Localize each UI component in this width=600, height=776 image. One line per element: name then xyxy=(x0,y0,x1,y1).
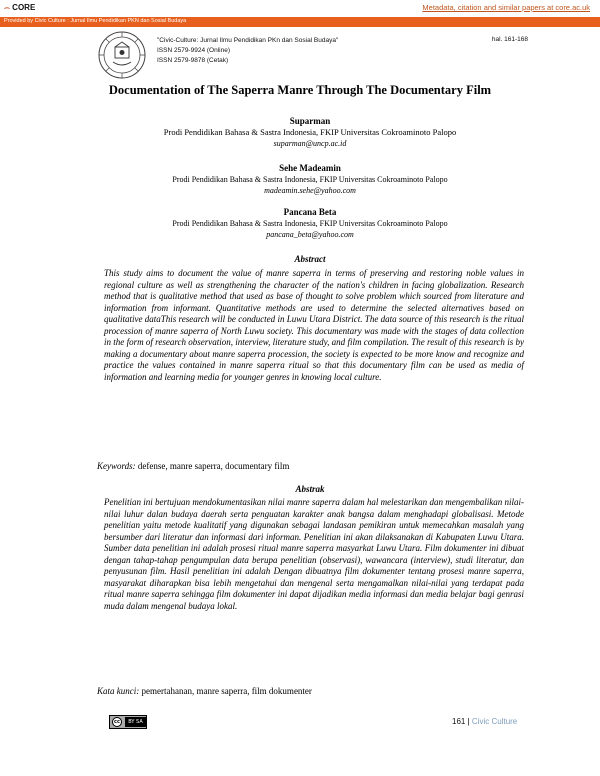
page-footer xyxy=(452,717,517,726)
core-banner xyxy=(0,0,600,17)
abstrak-text: Penelitian ini bertujuan mendokumentasikan nilai manre saperra dalam hal melestarikan dan mengembalikan nilai-nilai luhur dalan budaya daerah serta penguatan karakter anak bangsa dalam menghadapi globalisasi. Metode penelitian yaitu metode kualitatif yang digunakan sebagai landasan pemikiran untuk memecahkan masalah yang bersumber dari literatur dan informasi dari informan. Penelitian ini akan dilaksanakan di Kabupaten Luwu Utara. Sumber data penelitian ini adalah prosesi ritual manre saperra masyarkat Luwu Utara. Film dokumenter ini dibuat dengan tahap-tahap pengumpulan data berupa penelitian (observasi), wawancara (interview), studi literatur, dan penyusunan film. Hasil penelitian ini adalah Dengan dibuatnya film dokumenter tentang prosesi manre saperra, masyarakat diharapkan bisa lebih mengetahui dan mengenal serta mengamalkan nilai-nilai yang terdapat pada ritual manre saperra sehingga film dokumenter ini dapat dijadikan media informasi dan media belajar bagi genrasi muda dalam mengenal budaya lokal. xyxy=(104,497,524,611)
journal-header xyxy=(157,36,338,66)
issn-online: ISSN 2579-9924 (Online) xyxy=(157,47,230,54)
author-name: Pancana Beta xyxy=(283,207,337,217)
author-name: Suparman xyxy=(289,116,331,126)
abstract-heading: Abstract xyxy=(294,254,326,264)
core-logo-text: CORE xyxy=(12,3,36,12)
cc-icon: cc xyxy=(112,717,122,727)
core-metadata-link[interactable]: Metadata, citation and similar papers at core.ac.uk xyxy=(422,3,590,12)
author-affiliation: Prodi Pendidikan Bahasa & Sastra Indonesia, FKIP Universitas Cokroaminoto Palopo xyxy=(172,175,448,184)
author-email[interactable]: pancana_beta@yahoo.com xyxy=(266,230,354,239)
author-block-3 xyxy=(0,207,600,240)
cc-license-badge[interactable] xyxy=(109,715,147,729)
footer-separator: | xyxy=(467,717,470,726)
author-block-2 xyxy=(0,163,600,196)
footer-journal-name: Civic Culture xyxy=(471,717,518,726)
author-affiliation: Prodi Pendidikan Bahasa & Sastra Indonesia, FKIP Universitas Cokroaminoto Palopo xyxy=(163,127,457,137)
abstract-text: This study aims to document the value of manre saperra in terms of preserving and restoring noble values in regional culture as well as strengthening the character of the nation's children in facing globalization. Research method that is qualitative method that used as base of thought to solve problem which sourced from literature and information from informant. Quantitative methods are used to determine the selected alternatives based on qualitative dataThis research will be conducted in Luwu Utara District. The data source of this research is the ritual procession of manre saperra of North Luwu society. This documentary was made with the stages of data collection in the form of research observation, interview, literature study, and film compilation. The result of this research is by making a documentary about manre saperra procession, the society is expected to be more know and recognize and practice the values contained in manre saperra ritual so that this documentary film can be used as media of information and learning media for younger genres in knowing local culture. xyxy=(104,268,524,382)
issn-print: ISSN 2579-9878 (Cetak) xyxy=(157,57,229,64)
kata-kunci-text: pemertahanan, manre saperra, film dokumenter xyxy=(141,686,312,696)
page-number: 161 xyxy=(452,717,466,726)
author-email[interactable]: madeamin.sehe@yahoo.com xyxy=(264,186,356,195)
author-name: Sehe Madeamin xyxy=(279,163,341,173)
keywords-label: Keywords: xyxy=(97,461,136,471)
journal-name: "Civic-Culture: Jurnal Ilmu Pendidikan PKn dan Sosial Budaya" xyxy=(157,37,339,44)
kata-kunci xyxy=(97,686,312,696)
author-block-1 xyxy=(0,116,600,149)
provided-by-text[interactable]: Provided by Civic Culture : Jurnal Ilmu Pendidikan PKN dan Sosial Budaya xyxy=(4,18,187,24)
author-email[interactable]: suparman@uncp.ac.id xyxy=(273,139,347,148)
university-seal-icon xyxy=(97,30,147,80)
keywords-text: defense, manre saperra, documentary film xyxy=(137,461,290,471)
author-affiliation: Prodi Pendidikan Bahasa & Sastra Indonesia, FKIP Universitas Cokroaminoto Palopo xyxy=(172,219,448,228)
kata-kunci-label: Kata kunci: xyxy=(97,686,140,696)
keywords xyxy=(97,461,289,471)
paper-title: Documentation of The Saperra Manre Through The Documentary Film xyxy=(108,83,492,97)
cc-by-sa-icon: BY SA xyxy=(125,717,146,727)
page-range: hal. 161-168 xyxy=(491,36,528,43)
abstrak-heading: Abstrak xyxy=(295,484,325,494)
core-logo-icon: ⌢ xyxy=(4,2,10,12)
core-logo[interactable] xyxy=(4,2,35,13)
provided-by-bar xyxy=(0,17,600,27)
